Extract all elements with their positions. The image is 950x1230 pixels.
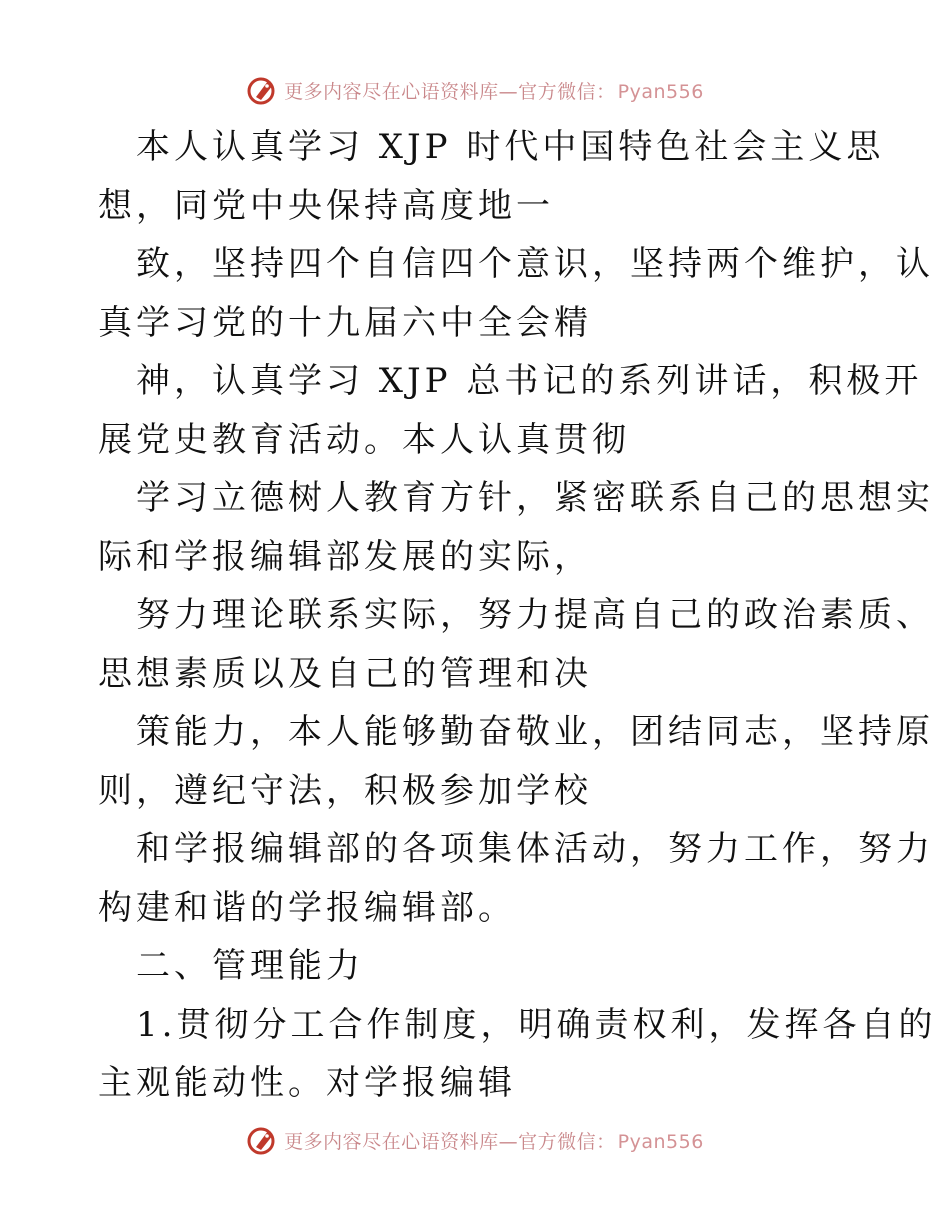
watermark-text [284, 1127, 704, 1154]
body-line: 思想素质以及自己的管理和决 [98, 653, 592, 694]
body-line: 和学报编辑部的各项集体活动，努力工作，努力 [136, 829, 934, 869]
watermark-label: 更多内容尽在心语资料库—官方微信： [284, 1130, 616, 1153]
body-line: 努力理论联系实际，努力提高自己的政治素质、 [136, 595, 934, 635]
body-line: 致，坚持四个自信四个意识，坚持两个维护，认 [136, 244, 934, 284]
body-line: 则，遵纪守法，积极参加学校 [98, 770, 592, 811]
pen-nib-logo-icon [246, 1123, 280, 1157]
body-line: 想，同党中央保持高度地一 [98, 185, 554, 226]
watermark-wechat-id: Pyan556 [617, 1130, 704, 1153]
footer-watermark [0, 1120, 950, 1160]
body-line: 1.贯彻分工合作制度，明确责权利，发挥各自的 [136, 1004, 937, 1045]
header-watermark [0, 70, 950, 110]
body-line: 际和学报编辑部发展的实际， [98, 536, 592, 577]
body-line: 主观能动性。对学报编辑 [98, 1063, 516, 1103]
watermark-wechat-id: Pyan556 [617, 80, 704, 103]
pen-nib-logo-icon [246, 73, 280, 107]
body-line: 真学习党的十九届六中全会精 [98, 302, 592, 343]
document-body [98, 118, 937, 1113]
body-line: 展党史教育活动。本人认真贯彻 [98, 419, 630, 460]
body-line: 学习立德树人教育方针，紧密联系自己的思想实 [136, 478, 934, 518]
body-line: 本人认真学习 XJP 时代中国特色社会主义思 [136, 127, 885, 167]
watermark-label: 更多内容尽在心语资料库—官方微信： [284, 80, 616, 103]
watermark-text [284, 77, 704, 104]
body-line: 策能力，本人能够勤奋敬业，团结同志，坚持原 [136, 712, 934, 752]
section-heading: 二、管理能力 [136, 946, 364, 986]
body-line: 神，认真学习 XJP 总书记的系列讲话，积极开 [136, 361, 923, 401]
body-line: 构建和谐的学报编辑部。 [98, 887, 516, 928]
